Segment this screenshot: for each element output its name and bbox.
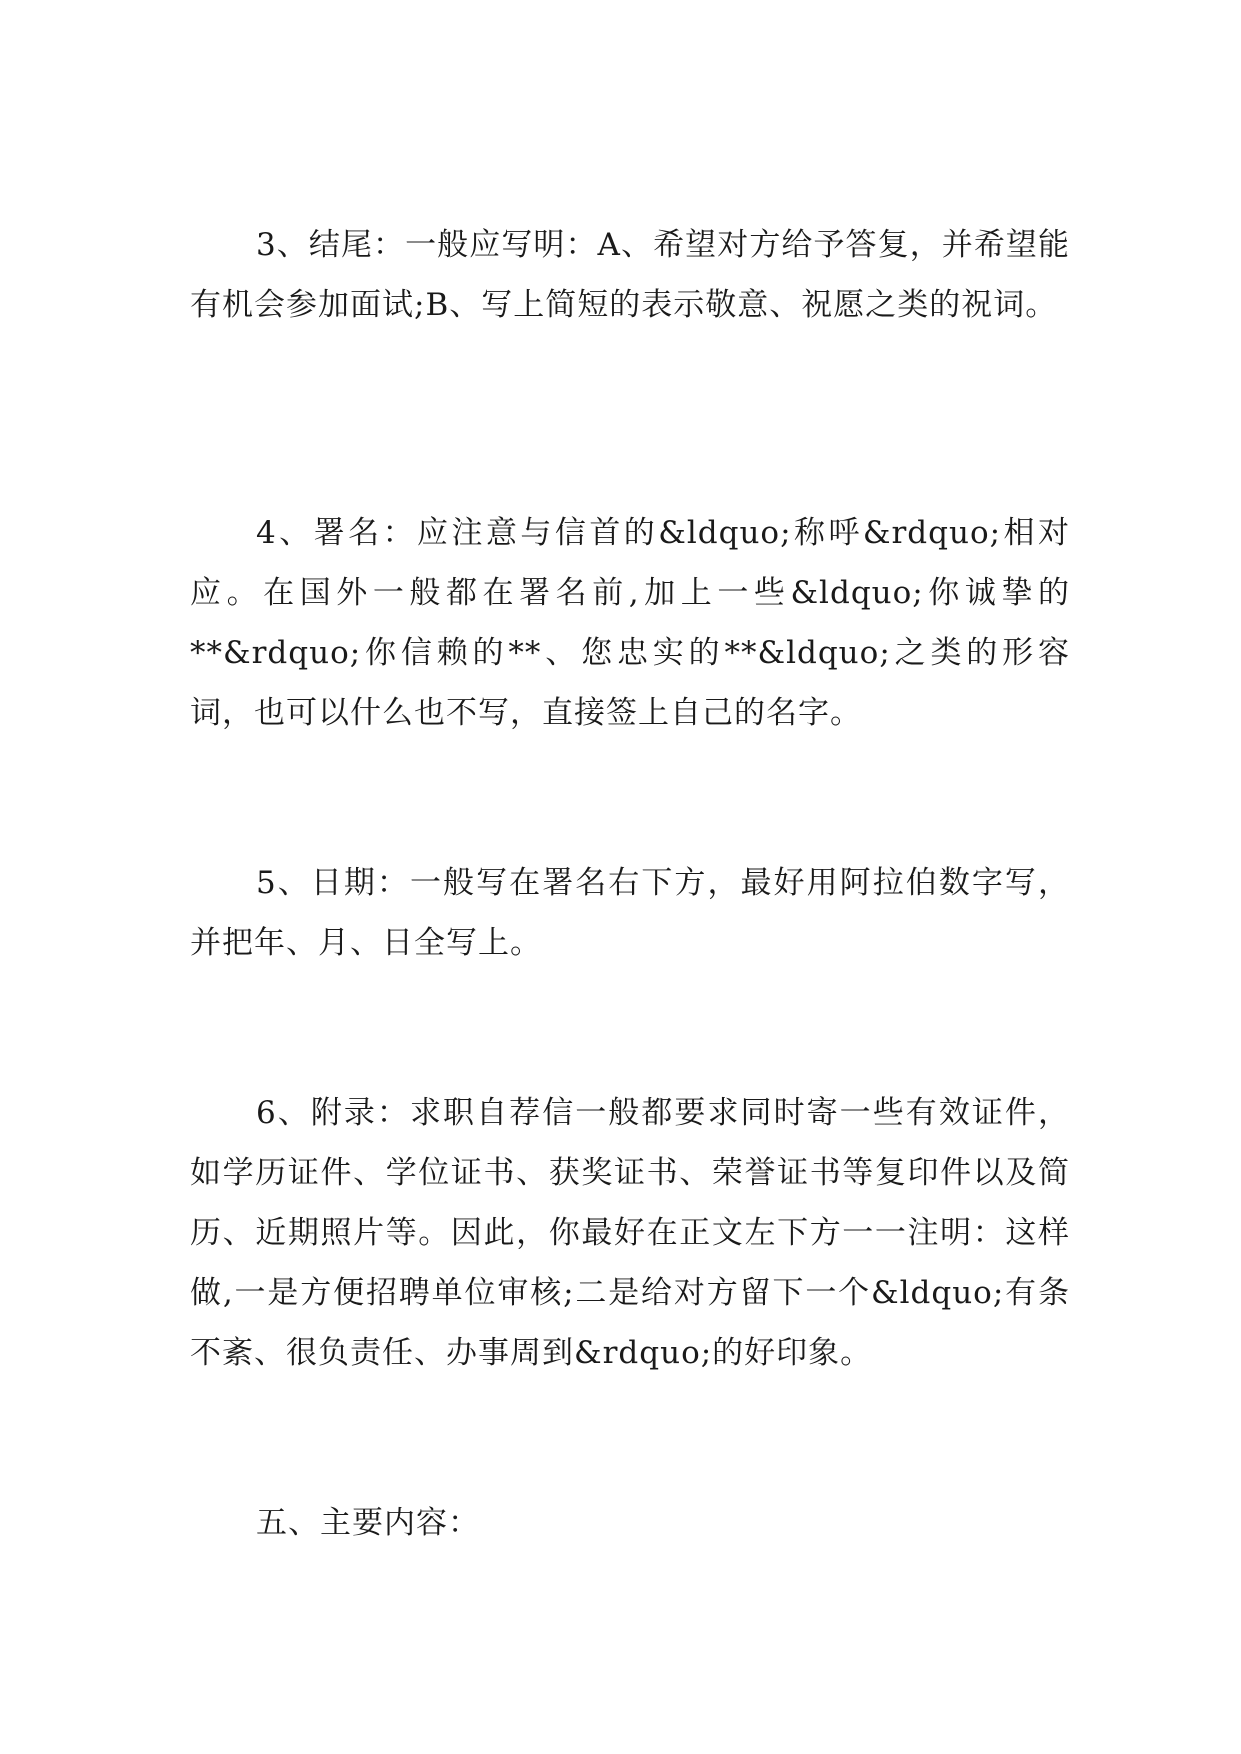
paragraph-signature: 4、署名：应注意与信首的&ldquo;称呼&rdquo;相对应。在国外一般都在署名前,加上一些&ldquo;你诚挚的**&rdquo;你信赖的**、您忠实的**&ldquo;之类的形容词，也可以什么也不写，直接签上自己的名字。	[190, 515, 1070, 731]
paragraph-date: 5、日期：一般写在署名右下方，最好用阿拉伯数字写，并把年、月、日全写上。	[190, 865, 1070, 961]
section-heading-main-content: 五、主要内容：	[256, 1505, 480, 1541]
paragraph-appendix: 6、附录：求职自荐信一般都要求同时寄一些有效证件，如学历证件、学位证书、获奖证书、荣誉证书等复印件以及简历、近期照片等。因此，你最好在正文左下方一一注明：这样做,一是方便招聘单位审核;二是给对方留下一个&ldquo;有条不紊、很负责任、办事周到&rdquo;的好印象。	[190, 1095, 1070, 1371]
paragraph-closing: 3、结尾：一般应写明：A、希望对方给予答复，并希望能有机会参加面试;B、写上简短的表示敬意、祝愿之类的祝词。	[190, 227, 1070, 323]
